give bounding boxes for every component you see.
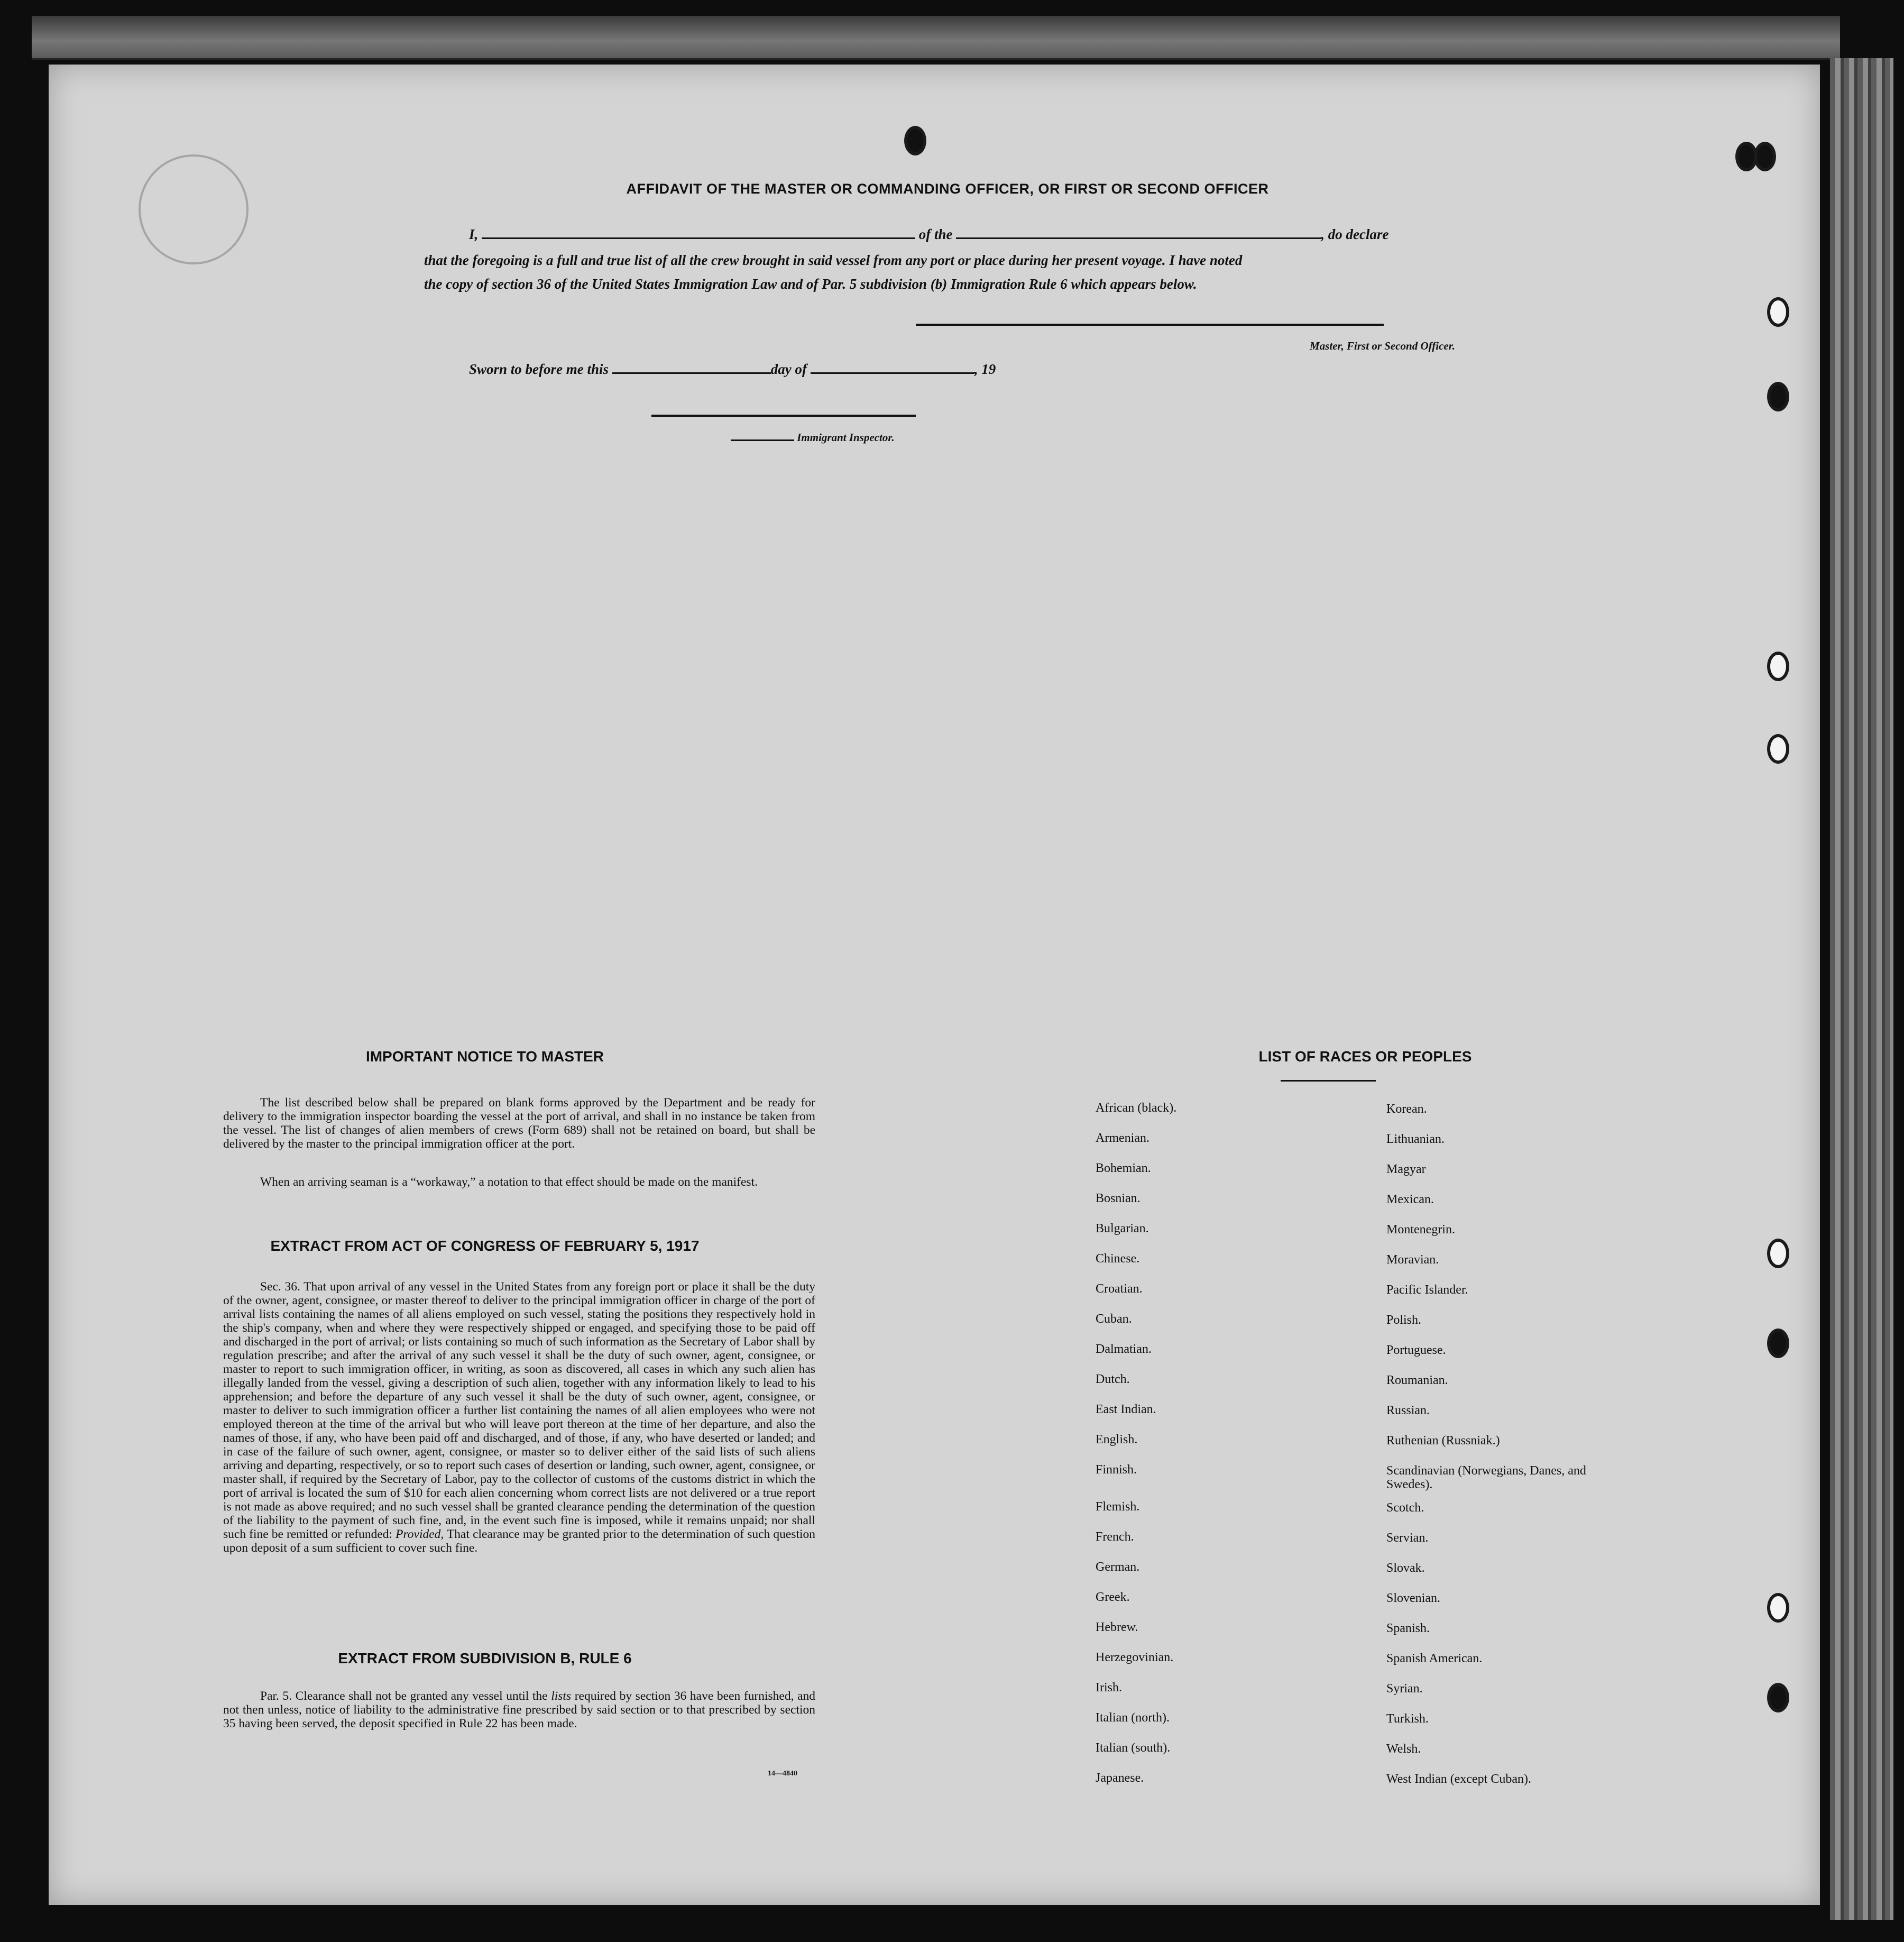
races-heading: LIST OF RACES OR PEOPLES [1258,1048,1472,1065]
act-extract-text [223,1280,815,1555]
race-item: Slovak. [1386,1561,1425,1575]
rule-extract-text [223,1689,815,1730]
inspector-signature-caption [731,431,910,444]
sworn-line [469,361,1156,378]
race-item: Ruthenian (Russniak.) [1386,1434,1500,1448]
act-provided-text: That clearance may be granted prior to the determination of such question upon deposit of a sum sufficient to cover such fine. [223,1527,816,1555]
race-item: Chinese. [1096,1252,1140,1266]
sworn-day-of-label: day of [770,361,807,377]
punch-hole-icon [1767,382,1789,411]
race-item: Polish. [1386,1313,1422,1327]
race-item: Hebrew. [1096,1620,1138,1634]
race-item: Herzegovinian. [1096,1651,1174,1664]
race-item: Dutch. [1096,1372,1130,1386]
binding-edge [32,16,1840,60]
race-item: Mexican. [1386,1193,1434,1206]
affidavit-title: AFFIDAVIT OF THE MASTER OR COMMANDING OFFICER, OR FIRST OR SECOND OFFICER [626,181,1269,197]
punch-hole-icon [1767,652,1789,681]
declaration-of-the-label: of the [918,226,953,242]
declaration-do-declare-label: , do declare [1321,226,1389,242]
race-item: English. [1096,1433,1138,1446]
race-item: Syrian. [1386,1682,1423,1696]
declaration-i-label: I, [469,226,479,242]
race-item: Irish. [1096,1681,1122,1694]
sworn-label: Sworn to before me this [469,361,609,377]
rule-extract-heading: EXTRACT FROM SUBDIVISION B, RULE 6 [338,1650,632,1666]
affidavit-declaration-line3: the copy of section 36 of the United States Immigration Law and of Par. 5 subdivision (b) Immigration Rule 6 which appears below. [424,276,1197,292]
race-item: Scandinavian (Norwegians, Danes, and Swedes). [1386,1464,1586,1491]
race-item: Flemish. [1096,1500,1140,1514]
race-item: Turkish. [1386,1712,1429,1726]
race-item: Roumanian. [1386,1373,1448,1387]
race-item: Italian (south). [1096,1741,1171,1755]
punch-hole-icon [1767,1239,1789,1268]
race-item: German. [1096,1560,1140,1574]
race-item: French. [1096,1530,1134,1544]
master-name-field[interactable] [482,226,915,239]
punch-hole-icon [1767,1593,1789,1623]
race-item: Bosnian. [1096,1192,1140,1205]
rule-text-start: Par. 5. Clearance shall not be granted any vessel until the [260,1689,548,1703]
punch-hole-icon [1767,1683,1789,1712]
races-list-right [1386,1102,1598,1802]
sworn-year-prefix: , 19 [974,361,996,377]
race-item: Moravian. [1386,1253,1439,1267]
race-item: Spanish. [1386,1622,1430,1635]
rule-text-lists: lists [551,1689,572,1703]
race-item: Slovenian. [1386,1591,1440,1605]
race-item: East Indian. [1096,1403,1156,1416]
race-item: Bulgarian. [1096,1222,1149,1235]
races-heading-rule [1281,1080,1376,1082]
document-page [49,65,1820,1905]
stacked-sheet-edges [1830,58,1893,1920]
race-item: Servian. [1386,1531,1429,1545]
race-item: Montenegrin. [1386,1223,1455,1236]
inspector-caption-rule [731,439,794,441]
race-item: Scotch. [1386,1501,1424,1515]
embossed-seal-icon [139,154,249,264]
act-provided-label: Provided, [395,1527,444,1541]
race-item: Pacific Islander. [1386,1283,1468,1297]
race-item: Croatian. [1096,1282,1143,1296]
inspector-caption-text: Immigrant Inspector. [797,431,895,444]
race-item: Welsh. [1386,1742,1421,1756]
race-item: Lithuanian. [1386,1132,1445,1146]
act-section-label: Sec. 36. [260,1280,300,1294]
race-item: Dalmatian. [1096,1342,1152,1356]
punch-hole-icon [1767,1329,1789,1358]
form-number: 14—4840 [768,1770,797,1778]
notice-paragraph-2-text: When an arriving seaman is a “workaway,” a notation to that effect should be made on the manifest. [260,1175,758,1189]
master-signature-field[interactable] [916,324,1384,326]
race-item: African (black). [1096,1101,1177,1115]
notice-paragraph-1-text: The list described below shall be prepared on blank forms approved by the Department and be ready for delivery to the immigration inspector boarding the vessel at the port of arrival, and shall in no instance be taken from the vessel. The list of changes of alien members of crews (Form 689) shall not be retained on board, but shall be delivered by the master to the principal immigration officer at the port. [223,1096,815,1151]
notice-paragraph-2 [223,1175,815,1189]
act-extract-heading: EXTRACT FROM ACT OF CONGRESS OF FEBRUARY 5, 1917 [270,1238,700,1254]
race-item: Korean. [1386,1102,1427,1116]
race-item: Finnish. [1096,1463,1137,1477]
master-signature-caption: Master, First or Second Officer. [1310,340,1455,352]
rule-text-rest: required by section 36 have been furnished, and not then unless, notice of liability to the administrative fine prescribed by said section or to that prescribed by section 35 having been served, the deposit specified in Rule 22 has been made. [223,1689,815,1730]
affidavit-declaration-line1 [469,226,1458,243]
race-item: West Indian (except Cuban). [1386,1772,1531,1786]
races-list-left [1096,1101,1360,1801]
inspector-signature-field[interactable] [651,415,916,417]
race-item: Bohemian. [1096,1161,1151,1175]
race-item: Armenian. [1096,1131,1149,1145]
race-item: Magyar [1386,1162,1426,1176]
race-item: Greek. [1096,1590,1130,1604]
notice-heading: IMPORTANT NOTICE TO MASTER [365,1048,604,1065]
affidavit-declaration-line2: that the foregoing is a full and true list of all the crew brought in said vessel from any port or place during her present voyage. I have noted [424,252,1243,268]
race-item: Italian (north). [1096,1711,1170,1725]
punch-hole-icon [1767,734,1789,764]
race-item: Cuban. [1096,1312,1132,1326]
notice-paragraph-1 [223,1096,815,1151]
race-item: Japanese. [1096,1771,1144,1785]
punch-hole-icon [1735,142,1758,171]
act-section-text: That upon arrival of any vessel in the United States from any foreign port or place it shall be the duty of the owner, agent, consignee, or master thereof to deliver to the principal immigration officer in charge of the port of arrival lists containing the names of all aliens employed on such vessel, stating the positions they respectively hold in the ship's company, when and where they were respectively shipped or engaged, and specifying those to be paid off and discharged in the port of arrival; or lists containing so much of such information as the Secretary of Labor shall by regulation prescribe; and after the arrival of any such vessel it shall be the duty of such owner, agent, consignee, or master to report to such immigration officer, in writing, as soon as discovered, all cases in which any such alien has illegally landed from the vessel, giving a description of such alien, together with any information likely to lead to his apprehension; and before the departure of any such vessel it shall be the duty of such owner, agent, consignee, or master to deliver to such immigration officer a further list containing the names of all alien employees who were not employed thereon at the time of the arrival but who will leave port thereon at the time of her departure, and also the names of those, if any, who have been paid off and discharged, and of those, if any, who have deserted or landed; and in case of the failure of such owner, agent, consignee, or master so to deliver either of the said lists of such aliens arriving and departing, respectively, or so to report such cases of desertion or landing, such owner, agent, consignee, or master shall, if required by the Secretary of Labor, pay to the collector of customs of the customs district in which the port of arrival is located the sum of $10 for each alien concerning whom correct lists are not delivered or a true report is not made as above required; and no such vessel shall be granted clearance pending the determination of the question of the liability to the payment of such fine, and, in the event such fine is imposed, while it remains unpaid; nor shall such fine be remitted or refunded: [223,1280,815,1541]
race-item: Spanish American. [1386,1652,1483,1665]
punch-hole-icon [904,126,926,155]
sworn-month-field[interactable] [811,361,974,374]
vessel-name-field[interactable] [956,226,1321,239]
sworn-day-field[interactable] [612,361,771,374]
punch-hole-icon [1767,297,1789,327]
race-item: Russian. [1386,1404,1430,1417]
race-item: Portuguese. [1386,1343,1446,1357]
